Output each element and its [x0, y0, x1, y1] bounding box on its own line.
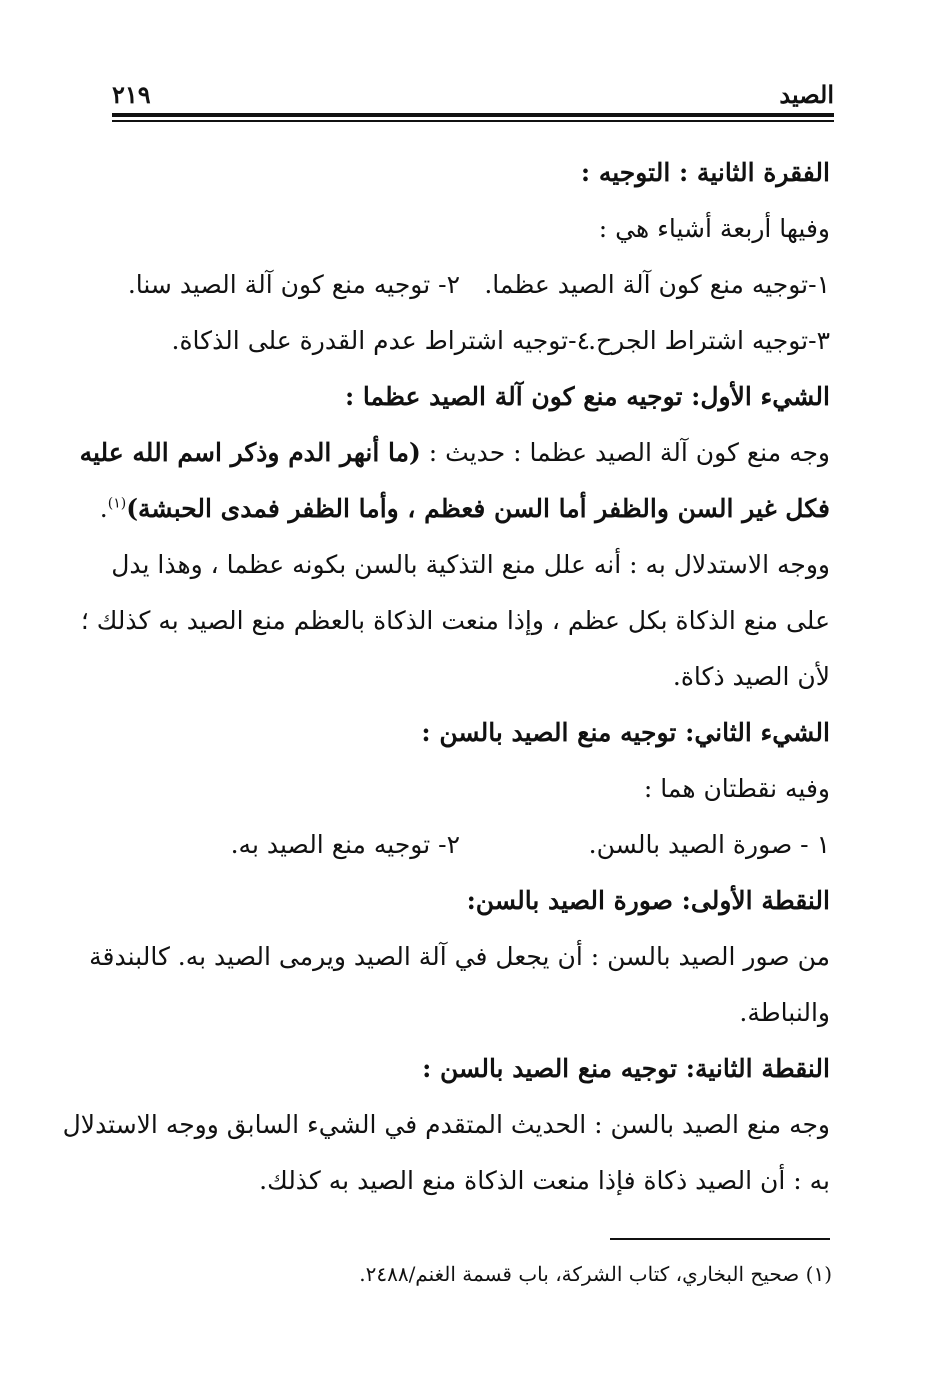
- second-heading: الشيء الثاني: توجيه منع الصيد بالسن :: [421, 718, 830, 747]
- second-intro: وفيه نقطتان هما :: [643, 774, 830, 803]
- list-item-3: ٣-توجيه اشتراط الجرح.: [588, 326, 830, 355]
- section-heading: الفقرة الثانية : التوجيه :: [580, 158, 830, 187]
- hadith-text-2: فكل غير السن والظفر أما السن فعظم ، وأما الظفر فمدى الحبشة): [126, 494, 830, 523]
- hadith-text-1: (ما أنهر الدم وذكر اسم الله عليه: [79, 438, 421, 467]
- list-row-1: [118, 257, 830, 313]
- point-item-2: ٢- توجيه منع الصيد به.: [230, 830, 460, 859]
- first-heading: الشيء الأول: توجيه منع كون آلة الصيد عظما :: [344, 382, 830, 411]
- point-item-1: ١ - صورة الصيد بالسن.: [588, 830, 830, 859]
- footnote-marker: (١): [107, 495, 127, 512]
- point2-line-2: به : أن الصيد ذكاة فإذا منعت الذكاة منع الصيد به كذلك.: [259, 1166, 830, 1195]
- point1-line-1: من صور الصيد بالسن : أن يجعل في آلة الصيد ويرمى الصيد به. كالبندقة: [89, 942, 830, 971]
- point2-line-1: وجه منع الصيد بالسن : الحديث المتقدم في الشيء السابق ووجه الاستدلال: [62, 1110, 830, 1139]
- footnote-rule: [610, 1238, 830, 1240]
- header-rule-thin: [112, 120, 834, 122]
- istidlal-line-1: ووجه الاستدلال به : أنه علل منع التذكية بالسن بكونه عظما ، وهذا يدل: [111, 550, 830, 579]
- list-item-2: ٢- توجيه منع كون آلة الصيد سنا.: [127, 270, 460, 299]
- first-para-line-1: [79, 425, 830, 481]
- first-para-prefix: وجه منع كون آلة الصيد عظما : حديث :: [420, 438, 830, 467]
- list-item-1: ١-توجيه منع كون آلة الصيد عظما.: [484, 270, 830, 299]
- first-para-end: .: [99, 494, 108, 523]
- page-number: ٢١٩: [112, 80, 151, 109]
- footnote: (١) صحيح البخاري، كتاب الشركة، باب قسمة الغنم/٢٤٨٨.: [359, 1262, 832, 1286]
- header-rule-thick: [112, 113, 834, 117]
- istidlal-line-2: على منع الذكاة بكل عظم ، وإذا منعت الذكاة بالعظم منع الصيد به كذلك ؛: [80, 606, 830, 635]
- running-head: [112, 78, 834, 112]
- body-text: [62, 145, 830, 1209]
- list-row-2: [118, 313, 830, 369]
- point1-heading: النقطة الأولى: صورة الصيد بالسن:: [466, 886, 830, 915]
- point1-line-2: والنباطة.: [739, 998, 830, 1027]
- intro-line: وفيها أربعة أشياء هي :: [598, 214, 830, 243]
- points-row: [118, 817, 830, 873]
- list-item-4: ٤-توجيه اشتراط عدم القدرة على الذكاة.: [171, 326, 590, 355]
- istidlal-line-3: لأن الصيد ذكاة.: [672, 662, 830, 691]
- chapter-title: الصيد: [779, 80, 834, 109]
- point2-heading: النقطة الثانية: توجيه منع الصيد بالسن :: [422, 1054, 830, 1083]
- first-para-line-2: [99, 481, 830, 537]
